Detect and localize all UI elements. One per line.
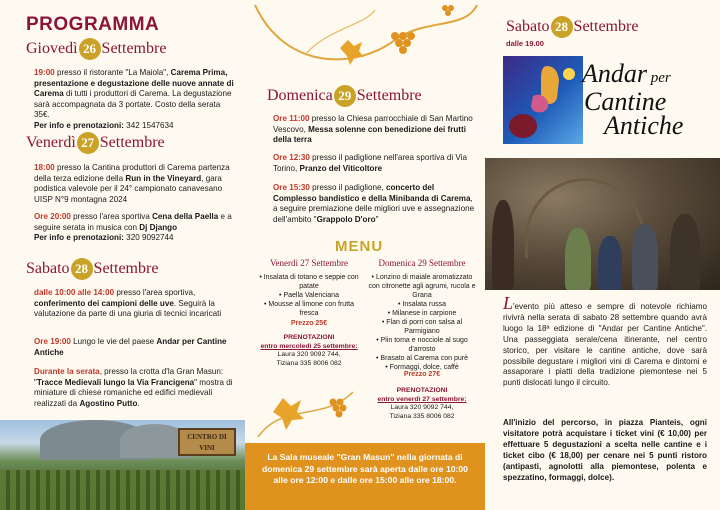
event-domenica-concerto: Ore 15:30 presso il padiglione, concerto del Complesso bandistico e della Minibanda di Carema, a seguire premiazione delle migliori uve e assegnazione dell'ambito "Grappolo D'oro" xyxy=(273,183,475,224)
menu-domenica-prenotazioni: PRENOTAZIONI entro venerdì 27 settembre: Laura 320 9092 744, Tiziana 335 8006 082 xyxy=(377,387,467,420)
menu-domenica-heading: Domenica 29 Settembre xyxy=(378,258,466,268)
menu-domenica-list xyxy=(365,273,479,372)
day-number-badge: 26 xyxy=(79,38,101,60)
menu-item: • Lonzino di maiale aromatizzato con citronette agli agrumi, rucola e Grana xyxy=(365,273,479,300)
event-sabato-uve: dalle 10:00 alle 14:00 presso l'area sportiva, conferimento dei campioni delle uve. Seguirà la valutazione da parte di una giuria di tecnici incaricati xyxy=(34,288,222,319)
day-heading-sabato: Sabato 28 Settembre xyxy=(26,258,158,280)
menu-venerdi-prenotazioni: PRENOTAZIONI entro mercoledì 25 settembre: Laura 320 9092 744, Tiziana 335 8006 082 xyxy=(260,334,358,367)
photo-person xyxy=(632,224,658,290)
day-number-badge: 28 xyxy=(71,258,93,280)
wine-art-illustration xyxy=(503,56,583,144)
day-number-badge: 28 xyxy=(551,16,573,38)
day-number-badge: 29 xyxy=(334,85,356,107)
menu-item: • Milanese in carpione xyxy=(365,309,479,318)
event-venerdi-paella: Ore 20:00 presso l'area sportiva Cena della Paella e a seguire serata in musica con Dj Django Per info e prenotazioni: 320 9092744 xyxy=(34,212,232,243)
menu-item: • Plin toma e nocciole al sugo d'arrosto xyxy=(365,336,479,354)
menu-item: • Brasato al Carema con purè xyxy=(365,354,479,363)
column-domenica-menu xyxy=(245,0,485,510)
day-number-badge: 27 xyxy=(77,132,99,154)
menu-item: • Insalata russa xyxy=(365,300,479,309)
menu-item: • Paella Valenciana xyxy=(259,291,359,300)
day-heading-giovedi: Giovedì 26 Settembre xyxy=(26,38,166,60)
sala-museale-banner: La Sala museale "Gran Masun" nella giornata di domenica 29 settembre sarà aperta dalle ore 10:00 alle ore 12:00 e dalle ore 15:00 alle ore 18:00. xyxy=(245,443,485,510)
event-giovedi: 19:00 presso il ristorante "La Maiola", Carema Prima, presentazione e degustazione delle nuove annate di Carema di tutti i produttori di Carema. La degustazione sarà accompagnata da 3 portate. Costo della serata 35€. Per info e prenotazioni: 342 1547634 xyxy=(34,68,234,130)
event-sabato-mostra: Durante la serata, presso la crotta d'la Gran Masun: "Tracce Medievali lungo la Via Francigena" mostra di miniature di chiese romaniche ed edifici medievali realizzati da Agostino Putto. xyxy=(34,367,233,408)
start-time: dalle 19.00 xyxy=(506,39,544,48)
grapevine-ornament-icon xyxy=(245,0,485,85)
photo-vine-rows xyxy=(0,470,245,510)
menu-item: • Flan di porri con salsa al Parmigiano xyxy=(365,318,479,336)
menu-title: MENU xyxy=(335,238,384,255)
event-domenica-pranzo: Ore 12:30 presso il padiglione nell'area sportiva di Via Torino, Pranzo del Viticoltore xyxy=(273,153,467,173)
day-heading-venerdi: Venerdì 27 Settembre xyxy=(26,132,165,154)
day-heading-domenica: Domenica 29 Settembre xyxy=(267,85,422,107)
menu-venerdi-price: Prezzo 25€ xyxy=(290,320,328,327)
event-description: L'evento più atteso e sempre di notevole richiamo rivivrà nella serata di sabato 28 settembre quando avrà luogo la 18ª edizione di "Andar per Cantine Antiche". Una passeggiata serale/cena itinerante, nel centro storico, per visitare le cantine antiche, dove sarà possibile degustare i migliori vini di Carema e dintorni e assaporare i piatti della tradizione piemontese nei 5 punti dislocati lungo il circuito. xyxy=(503,293,707,388)
menu-item: • Formaggi, dolce, caffè xyxy=(365,363,479,372)
event-domenica-messa: Ore 11:00 presso la Chiesa parrocchiale di San Martino Vescovo, Messa solenne con benedizione dei frutti della terra xyxy=(273,114,473,145)
menu-item: • Mousse al limone con frutta fresca xyxy=(259,300,359,318)
event-sabato-cantine: Ore 19:00 Lungo le vie del paese Andar per Cantine Antiche xyxy=(34,337,227,357)
photo-person xyxy=(492,200,514,290)
menu-venerdi-list xyxy=(259,273,359,318)
photo-person xyxy=(670,214,700,290)
menu-domenica-price: Prezzo 27€ xyxy=(403,371,441,378)
menu-venerdi-heading: Venerdì 27 Settembre xyxy=(270,258,348,268)
photo-person xyxy=(598,236,622,290)
programma-title: PROGRAMMA xyxy=(26,14,160,35)
grape-leaf-ornament-icon xyxy=(253,372,363,442)
day-heading-sabato-cantine: Sabato 28 Settembre xyxy=(506,16,638,38)
winery-sign: CENTRO DI VINI xyxy=(178,428,236,456)
menu-item: • Insalata di totano e seppie con patate xyxy=(259,273,359,291)
ticket-info: All'inizio del percorso, in piazza Pianteis, ogni visitatore potrà acquistare i ticket vini (€ 10,00) per effettuare 5 degustazioni a scelta nelle cantine e i ticket cibo (€ 18,00) per cenare nei 5 punti ristoro (antipasti, agnolotti alla piemontese, polenta e spezzatino, formaggi, dolce). xyxy=(503,418,707,482)
photo-person xyxy=(565,228,591,290)
event-venerdi-run: 18:00 presso la Cantina produttori di Carema partenza della terza edizione della Run in the Vineyard, gara podistica valevole per il 24° campionato canavesano UISP N°9 montagna 2024 xyxy=(34,163,230,204)
wine-glass-footprint-icon xyxy=(503,56,583,144)
andar-per-cantine-antiche-logo: Andar per Cantine Antiche xyxy=(582,59,684,140)
